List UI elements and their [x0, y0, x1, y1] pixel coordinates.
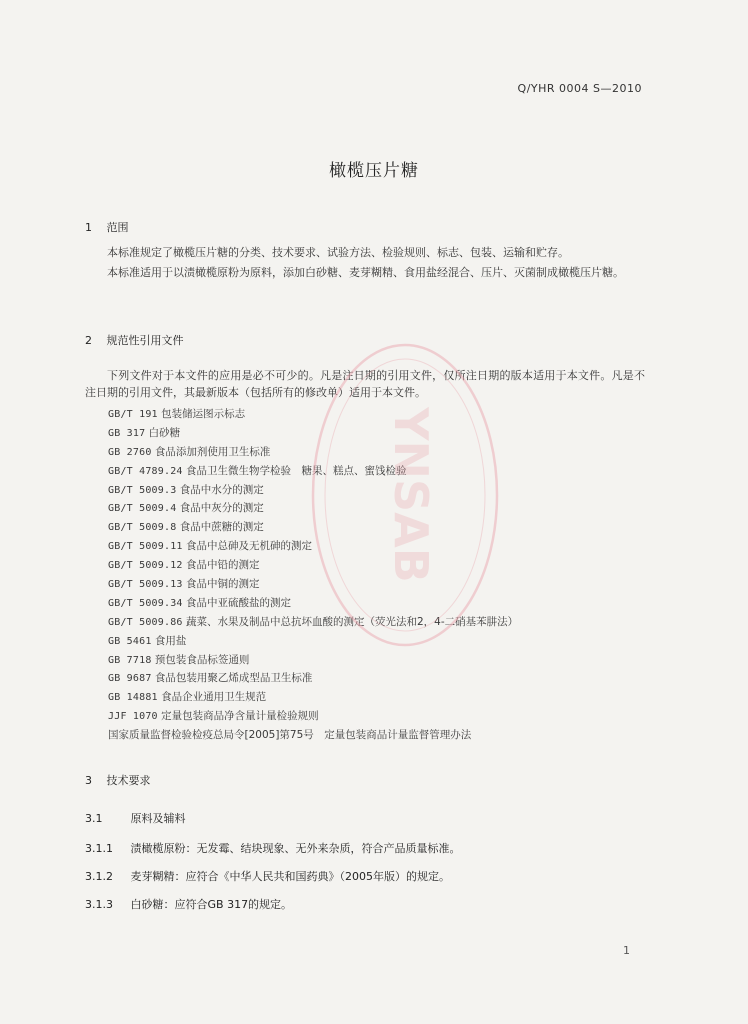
- section-title: 技术要求: [106, 774, 151, 787]
- section-title: 范围: [106, 221, 129, 234]
- reference-title: 食品中铜的测定: [186, 578, 260, 591]
- subsection-number: 3.1: [85, 812, 103, 825]
- clause-text: 白砂糖：应符合GB 317的规定。: [130, 898, 293, 911]
- reference-title: 蔬菜、水果及制品中总抗坏血酸的测定（荧光法和2，4-二硝基苯肼法）: [186, 615, 519, 628]
- reference-code: GB/T 5009.12: [108, 560, 183, 572]
- reference-title: 食品中亚硫酸盐的测定: [186, 596, 291, 609]
- clause-number: 3.1.3: [85, 898, 113, 911]
- reference-title: 包装储运图示标志: [161, 408, 246, 420]
- reference-title: 食品中水分的测定: [179, 483, 264, 496]
- reference-item: [108, 518, 518, 537]
- reference-code: GB/T 5009.11: [108, 541, 183, 553]
- reference-item: [108, 424, 518, 443]
- reference-item: [108, 726, 518, 745]
- scope-paragraph-2: 本标准适用于以渍橄榄原粉为原料，添加白砂糖、麦芽糊精、食用盐经混合、压片、灭菌制成橄榄压片糖。: [107, 266, 624, 279]
- reference-item: [108, 669, 518, 688]
- document-title: 橄榄压片糖: [329, 161, 419, 181]
- reference-item: [108, 481, 518, 500]
- page-number: 1: [623, 944, 630, 957]
- reference-item: [108, 688, 518, 707]
- subsection-title: 原料及辅料: [130, 812, 186, 825]
- reference-title: 食品添加剂使用卫生标准: [154, 445, 271, 458]
- reference-title: 食品企业通用卫生规范: [161, 691, 267, 704]
- reference-item: [108, 575, 518, 594]
- section-3-heading: [85, 772, 151, 788]
- reference-list: [108, 405, 518, 745]
- reference-code: GB 14881: [108, 692, 158, 704]
- reference-item: [108, 462, 518, 481]
- section-title: 规范性引用文件: [106, 334, 184, 347]
- reference-code: GB 2760: [108, 446, 152, 458]
- reference-code: JJF 1070: [108, 711, 158, 723]
- reference-code: GB/T 5009.13: [108, 579, 183, 591]
- reference-title: 食品包装用聚乙烯成型品卫生标准: [154, 672, 313, 685]
- reference-code: GB/T 5009.34: [108, 597, 183, 609]
- subsection-3-1-heading: [85, 810, 186, 826]
- section-number: 1: [85, 221, 92, 234]
- stamp-text: YNSAB: [384, 407, 438, 583]
- scope-paragraph-1: 本标准规定了橄榄压片糖的分类、技术要求、试验方法、检验规则、标志、包装、运输和贮存。: [107, 246, 569, 259]
- reference-code: GB/T 5009.3: [108, 484, 177, 496]
- reference-title: 食品中铅的测定: [186, 559, 260, 572]
- reference-title: 国家质量监督检验检疫总局令[2005]第75号 定量包装商品计量监督管理办法: [108, 729, 472, 742]
- document-code: Q/YHR 0004 S—2010: [517, 82, 642, 95]
- reference-code: GB 317: [108, 427, 146, 439]
- reference-code: GB 9687: [108, 673, 152, 685]
- section-2-heading: [85, 332, 184, 348]
- reference-item: [108, 707, 518, 726]
- clause-number: 3.1.2: [85, 870, 113, 883]
- reference-title: 预包装食品标签通则: [154, 653, 250, 666]
- clause-text: 麦芽糊精：应符合《中华人民共和国药典》（2005年版）的规定。: [130, 870, 450, 883]
- clause-text: 渍橄榄原粉：无发霉、结块现象、无外来杂质，符合产品质量标准。: [130, 842, 461, 855]
- normative-references-paragraph: 下列文件对于本文件的应用是必不可少的。凡是注日期的引用文件，仅所注日期的版本适用于本文件。凡是不注日期的引用文件，其最新版本（包括所有的修改单）适用于本文件。: [85, 369, 645, 399]
- reference-item: [108, 405, 518, 424]
- reference-item: [108, 443, 518, 462]
- clause-3-1-3: [85, 896, 292, 912]
- section-number: 3: [85, 774, 92, 787]
- clause-3-1-1: [85, 840, 461, 856]
- reference-item: [108, 632, 518, 651]
- clause-3-1-2: [85, 868, 450, 884]
- reference-title: 食用盐: [154, 634, 187, 647]
- reference-item: [108, 556, 518, 575]
- reference-item: [108, 613, 518, 632]
- reference-item: [108, 499, 518, 518]
- reference-item: [108, 594, 518, 613]
- section-number: 2: [85, 334, 92, 347]
- reference-code: GB/T 5009.8: [108, 522, 177, 534]
- reference-item: [108, 651, 518, 670]
- reference-code: GB/T 4789.24: [108, 465, 183, 477]
- reference-code: GB/T 5009.86: [108, 616, 183, 628]
- reference-code: GB/T 191: [108, 409, 158, 420]
- reference-title: 定量包装商品净含量计量检验规则: [161, 710, 319, 723]
- section-1-heading: [85, 219, 129, 235]
- clause-number: 3.1.1: [85, 842, 113, 855]
- reference-item: [108, 537, 518, 556]
- reference-title: 白砂糖: [148, 426, 181, 439]
- reference-title: 食品中蔗糖的测定: [179, 521, 264, 534]
- reference-code: GB 7718: [108, 654, 152, 666]
- reference-code: GB/T 5009.4: [108, 503, 177, 515]
- reference-title: 食品中灰分的测定: [179, 502, 264, 515]
- reference-title: 食品中总砷及无机砷的测定: [186, 540, 312, 553]
- reference-code: GB 5461: [108, 635, 152, 647]
- reference-title: 食品卫生微生物学检验 糖果、糕点、蜜饯检验: [186, 464, 407, 477]
